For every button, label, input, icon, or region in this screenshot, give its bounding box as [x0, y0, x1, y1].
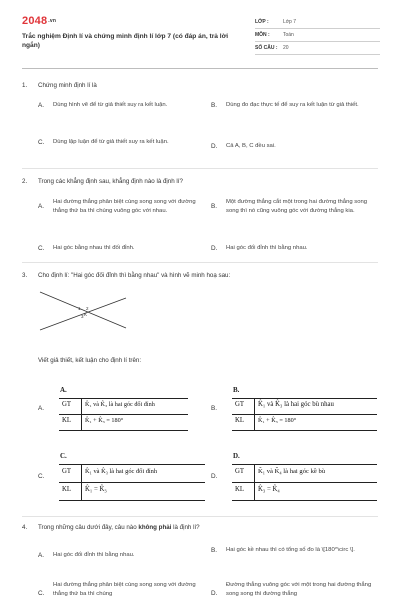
question-number: 2.	[22, 178, 28, 185]
q3-option-d[interactable]	[211, 452, 381, 504]
option-letter: C.	[38, 138, 45, 146]
q1-option-c[interactable]	[38, 138, 198, 147]
question-divider	[22, 168, 378, 169]
option-letter: D.	[211, 473, 218, 480]
gt-text: K̂₁ và K̂₃ là hai góc đối đỉnh	[85, 401, 155, 408]
option-letter: C.	[38, 244, 45, 252]
option-letter: A.	[38, 551, 45, 559]
option-letter: C.	[38, 590, 45, 597]
meta-key: SỐ CÂU :	[255, 45, 278, 51]
option-letter: C.	[38, 473, 45, 480]
q1-option-b[interactable]	[211, 101, 381, 110]
meta-value: Toán	[283, 32, 294, 38]
question-2	[22, 178, 183, 185]
option-letter: A.	[38, 405, 45, 412]
option-letter: D.	[211, 244, 218, 252]
kl-text: K̂₁ + K̂₃ = 180°	[85, 417, 124, 424]
option-text: Hai đường thẳng phân biệt cùng song song với đường thẳng thứ ba thì chúng	[53, 582, 196, 597]
q4-option-a[interactable]	[38, 551, 208, 560]
option-letter: B.	[211, 101, 218, 109]
option-text: Dùng hình vẽ để từ giả thiết suy ra kết luận.	[53, 102, 168, 108]
intersecting-lines-figure	[38, 286, 128, 334]
angle-label-3: 3	[81, 314, 84, 319]
question-emphasis: không phải	[138, 524, 172, 531]
q2-option-d[interactable]	[211, 244, 381, 253]
table-caption: D.	[233, 452, 240, 460]
q4-option-b[interactable]	[211, 546, 381, 555]
option-letter: D.	[211, 590, 218, 597]
question-number: 4.	[22, 524, 28, 531]
question-1	[22, 82, 97, 89]
q3-option-c[interactable]	[38, 452, 208, 504]
question-text: Chứng minh định lí là	[38, 82, 97, 89]
option-letter: A.	[38, 203, 45, 210]
q2-option-c[interactable]	[38, 244, 208, 253]
option-text: Đường thẳng vuông góc với một trong hai đường thẳng song song thì đường thẳng	[226, 582, 372, 597]
option-text: Hai góc kề nhau thì có tổng số đo là \[180^\circ \].	[226, 547, 355, 553]
question-text: Trong những câu dưới đây, câu nào	[38, 524, 139, 531]
gt-label: GT	[62, 468, 72, 475]
q2-option-a[interactable]	[38, 198, 208, 215]
kl-label: KL	[62, 486, 72, 493]
gt-text: K̂₁ và K̂₄ là hai góc kề bù	[258, 468, 326, 475]
meta-value: Lớp 7	[283, 19, 297, 25]
option-text: Một đường thẳng cắt một trong hai đường thẳng song song thì nó cũng vuông góc với đường thẳng kia.	[226, 199, 368, 214]
option-text: Hai góc đối đỉnh thì bằng nhau.	[226, 245, 308, 251]
option-text: Hai đường thẳng phân biệt cùng song song với đường thẳng thứ ba thì chúng vuông góc với nhau.	[53, 199, 196, 214]
logo-suffix: .vn	[48, 18, 57, 24]
angle-label-2: 2	[86, 306, 89, 311]
option-text: Dùng lập luận để từ giả thiết suy ra kết luận.	[53, 139, 169, 145]
question-text-end: là định lí?	[171, 524, 200, 531]
question-text: Trong các khẳng định sau, khẳng định nào là định lí?	[38, 178, 183, 185]
q3-instruction: Viết giả thiết, kết luận cho định lí trên:	[38, 357, 142, 364]
angle-label-1: 1	[78, 306, 81, 311]
line-1	[40, 292, 126, 328]
q1-option-d[interactable]	[211, 142, 381, 151]
q4-option-d[interactable]	[211, 581, 381, 598]
gt-label: GT	[235, 468, 245, 475]
gt-label: GT	[62, 401, 72, 408]
kl-label: KL	[235, 417, 245, 424]
question-3	[22, 272, 230, 279]
point-k-label: K	[84, 312, 88, 317]
table-caption: B.	[233, 386, 240, 394]
option-letter: B.	[211, 546, 218, 554]
kl-label: KL	[62, 417, 72, 424]
meta-key: LỚP :	[255, 19, 269, 25]
option-letter: D.	[211, 142, 218, 150]
question-divider	[22, 516, 378, 517]
logo-text: 2048	[22, 15, 48, 27]
header-divider	[22, 68, 378, 69]
q3-option-a[interactable]	[38, 386, 198, 436]
kl-text: K̂₃ = K̂₄	[258, 486, 280, 493]
question-4	[22, 524, 200, 531]
question-number: 3.	[22, 272, 28, 279]
gt-text: K̂₁ và K̂₃ là hai góc đối đỉnh	[85, 468, 158, 475]
meta-value: 20	[283, 45, 289, 51]
meta-row-class	[255, 16, 380, 29]
page-title: Trắc nghiệm Định lí và chứng minh định lí lớp 7 (có đáp án, trả lời ngắn)	[22, 33, 229, 49]
gt-label: GT	[235, 401, 245, 408]
option-text: Hai góc đối đỉnh thì bằng nhau.	[53, 552, 135, 558]
meta-info	[255, 16, 380, 55]
meta-row-subject	[255, 29, 380, 42]
meta-row-count	[255, 42, 380, 55]
kl-text: K̂₁ + K̂₃ = 180°	[258, 417, 297, 424]
option-letter: B.	[211, 405, 218, 412]
kl-label: KL	[235, 486, 245, 493]
option-text: Cả A, B, C đều sai.	[226, 143, 276, 149]
option-letter: B.	[211, 203, 218, 210]
question-divider	[22, 262, 378, 263]
q1-option-a[interactable]	[38, 101, 198, 110]
gt-text: K̂₁ và K̂₃ là hai góc bù nhau	[258, 401, 334, 408]
meta-key: MÔN :	[255, 32, 270, 38]
option-text: Hai góc bằng nhau thì đối đỉnh.	[53, 245, 135, 251]
q3-option-b[interactable]	[211, 386, 381, 436]
site-logo[interactable]	[22, 15, 56, 27]
option-text: Dùng đo đạc thực tế để suy ra kết luận từ giả thiết.	[226, 102, 359, 108]
option-letter: A.	[38, 101, 45, 109]
question-number: 1.	[22, 82, 28, 89]
table-caption: C.	[60, 452, 67, 460]
question-text: Cho định lí: "Hai góc đối đỉnh thì bằng nhau" và hình vẽ minh hoạ sau:	[38, 272, 231, 279]
q4-option-c[interactable]	[38, 581, 208, 598]
q2-option-b[interactable]	[211, 198, 381, 215]
kl-text: K̂₁ = K̂₃	[85, 486, 107, 493]
table-caption: A.	[60, 386, 67, 394]
